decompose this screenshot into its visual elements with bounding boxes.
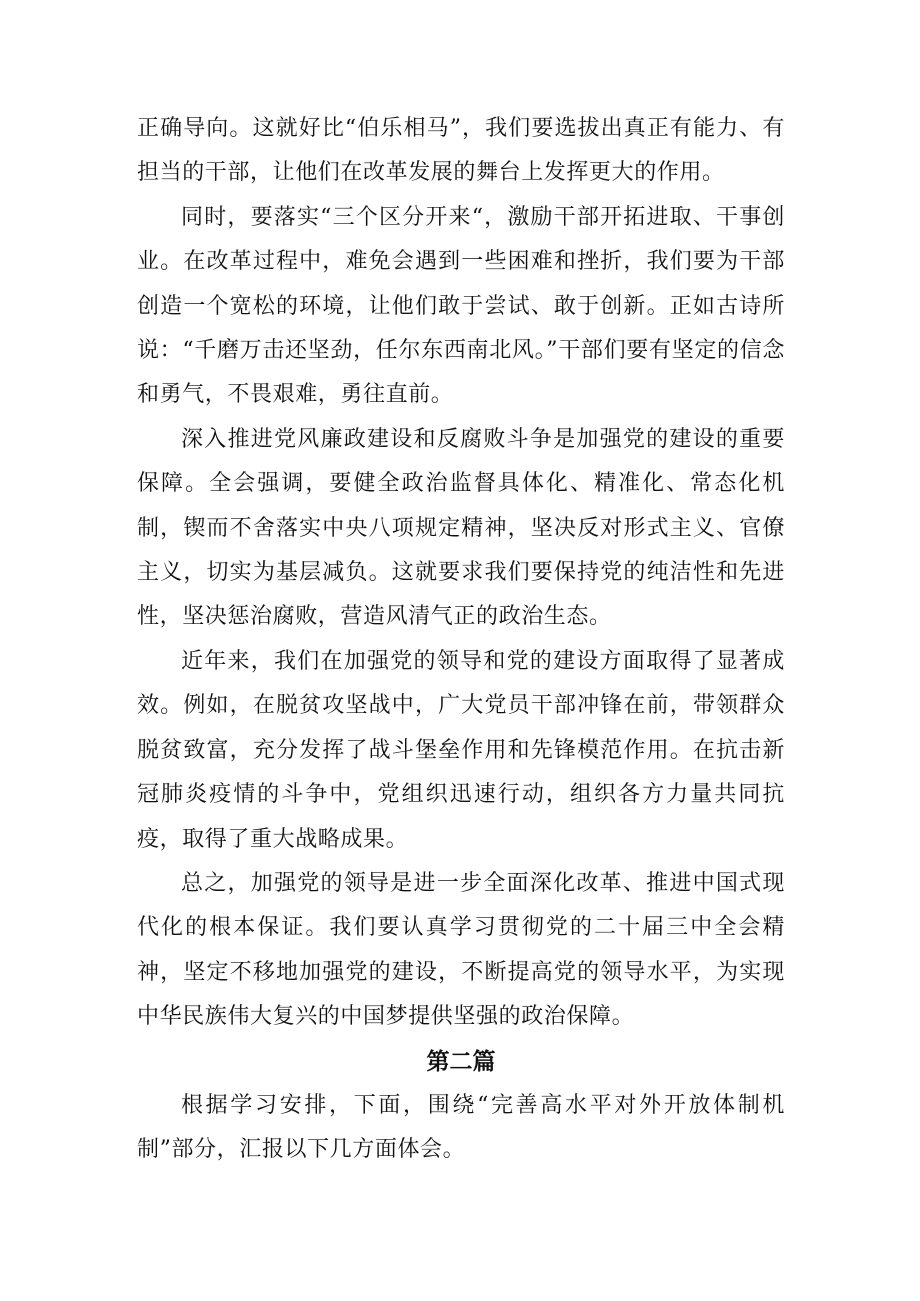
section-heading: 第二篇 — [426, 1048, 496, 1075]
paragraph-three-distinctions: 同时，要落实“三个区分开来“，激励干部开拓进取、干事创业。在改革过程中，难免会遇到一些困难和挫折，我们要为干部创造一个宽松的环境，让他们敢于尝试、敢于创新。正如古诗所说：“千磨万击还坚劲，任尔东西南北风。”干部们要有坚定的信念和勇气，不畏艰难，勇往直前。 — [137, 204, 785, 408]
paragraph-continuation: 正确导向。这就好比“伯乐相马”，我们要选拔出真正有能力、有担当的干部，让他们在改革发展的舞台上发挥更大的作用。 — [137, 116, 785, 186]
paragraph-part2-intro: 根据学习安排，下面，围绕“完善高水平对外开放体制机制”部分，汇报以下几方面体会。 — [137, 1092, 785, 1162]
document-body — [137, 107, 785, 1172]
paragraph-achievements: 近年来，我们在加强党的领导和党的建设方面取得了显著成效。例如，在脱贫攻坚战中，广大党员干部冲锋在前，带领群众脱贫致富，充分发挥了战斗堡垒作用和先锋模范作用。在抗击新冠肺炎疫情的斗争中，党组织迅速行动，组织各方力量共同抗疫，取得了重大战略成果。 — [137, 648, 785, 852]
paragraph-conclusion: 总之，加强党的领导是进一步全面深化改革、推进中国式现代化的根本保证。我们要认真学习贯彻党的二十届三中全会精神，坚定不移地加强党的建设，不断提高党的领导水平，为实现中华民族伟大复兴的中国梦提供坚强的政治保障。 — [137, 870, 785, 1030]
paragraph-anti-corruption: 深入推进党风廉政建设和反腐败斗争是加强党的建设的重要保障。全会强调，要健全政治监督具体化、精准化、常态化机制，锲而不舍落实中央八项规定精神，坚决反对形式主义、官僚主义，切实为基层减负。这就要求我们要保持党的纯洁性和先进性，坚决惩治腐败，营造风清气正的政治生态。 — [137, 426, 785, 630]
